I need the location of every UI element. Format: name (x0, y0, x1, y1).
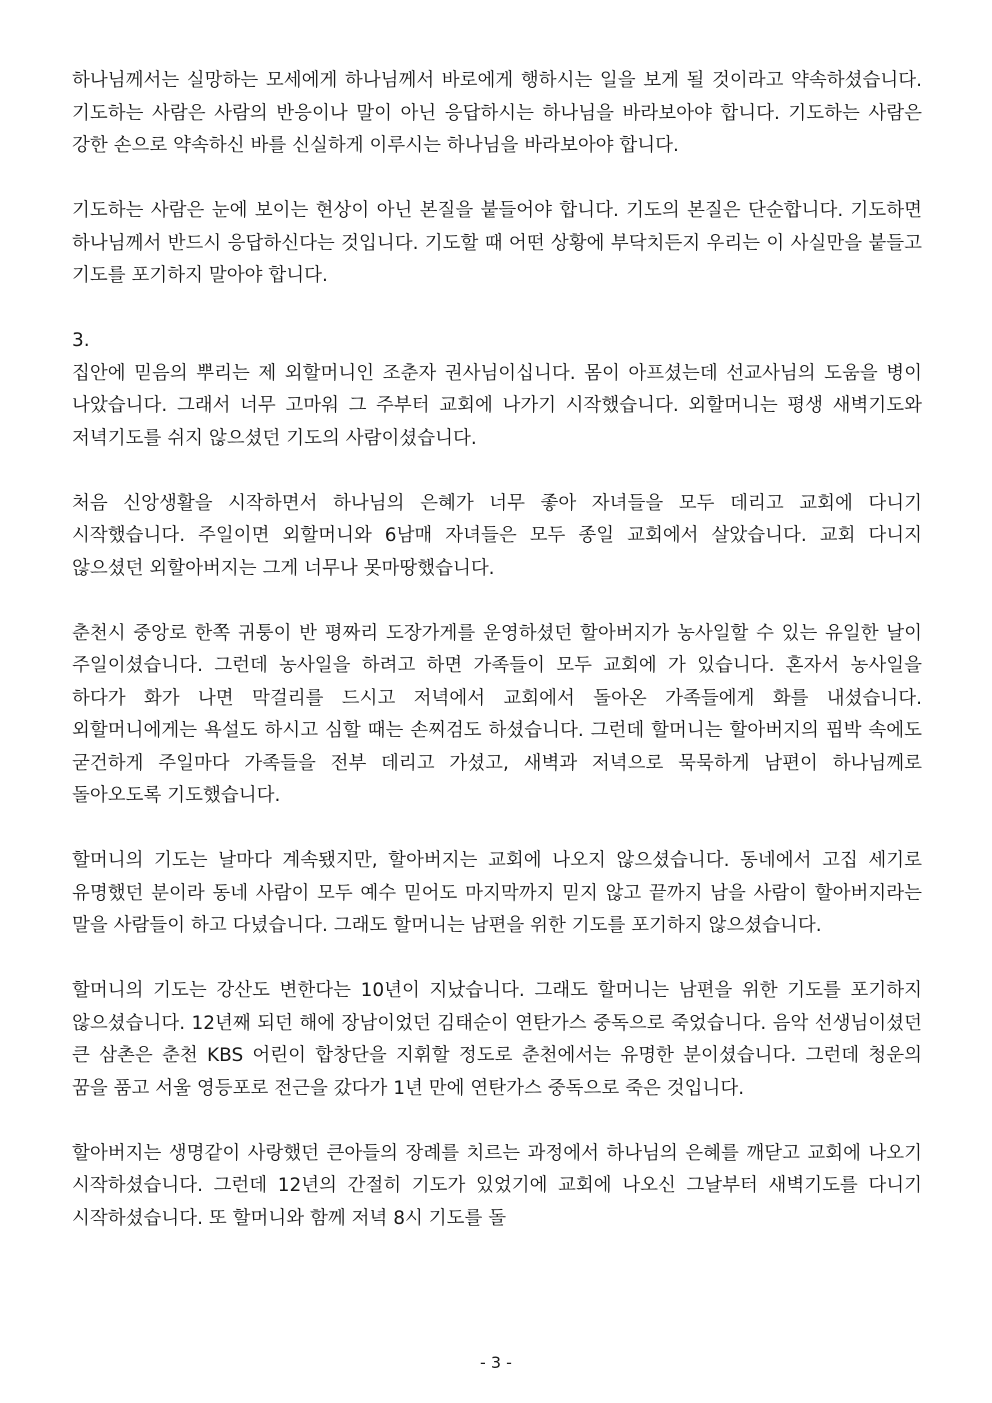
paragraph-spacer (72, 813, 922, 846)
paragraph-2: 기도하는 사람은 눈에 보이는 현상이 아닌 본질을 붙들어야 합니다. 기도의 본질은 단순합니다. 기도하면 하나님께서 반드시 응답하신다는 것입니다. 기도할 때 어떤 상황에 부닥치든지 우리는 이 사실만을 붙들고 기도를 포기하지 말아야 합니다. (72, 200, 922, 286)
paragraph-7: 할머니의 기도는 강산도 변한다는 10년이 지났습니다. 그래도 할머니는 남편을 위한 기도를 포기하지 않으셨습니다. 12년째 되던 해에 장남이었던 김태순이 연탄가스 중독으로 죽었습니다. 음악 선생님이셨던 큰 삼촌은 춘천 KBS 어린이 합창단을 지휘할 정도로 춘천에서는 유명한 분이셨습니다. 그런데 청운의 꿈을 품고 서울 영등포로 전근을 갔다가 1년 만에 연탄가스 중독으로 죽은 것입니다. (72, 980, 922, 1099)
paragraph-spacer (72, 293, 922, 326)
page-number: - 3 - (480, 1353, 512, 1372)
paragraph-8: 할아버지는 생명같이 사랑했던 큰아들의 장례를 치르는 과정에서 하나님의 은혜를 깨닫고 교회에 나오기 시작하셨습니다. 그런데 12년의 간절히 기도가 있었기에 교회에 나오신 그날부터 새벽기도를 다니기 시작하셨습니다. 또 할머니와 함께 저녁 8시 기도를 돌 (72, 1142, 922, 1229)
paragraph-1: 하나님께서는 실망하는 모세에게 하나님께서 바로에게 행하시는 일을 보게 될 것이라고 약속하셨습니다. 기도하는 사람은 사람의 반응이나 말이 아닌 응답하시는 하나님을 바라보아야 합니다. 기도하는 사람은 강한 손으로 약속하신 바를 신실하게 이루시는 하나님을 바라보아야 합니다. (72, 70, 922, 156)
paragraph-spacer (72, 163, 922, 196)
paragraph-spacer (72, 455, 922, 488)
document-body (72, 65, 922, 1235)
paragraph-4: 처음 신앙생활을 시작하면서 하나님의 은혜가 너무 좋아 자녀들을 모두 데리고 교회에 다니기 시작했습니다. 주일이면 외할머니와 6남매 자녀들은 모두 종일 교회에서 살았습니다. 교회 다니지 않으셨던 외할아버지는 그게 너무나 못마땅했습니다. (72, 492, 922, 579)
paragraph-spacer (72, 1105, 922, 1138)
paragraph-spacer (72, 943, 922, 976)
section-number: 3. (72, 330, 90, 351)
paragraph-spacer (72, 585, 922, 618)
paragraph-6: 할머니의 기도는 날마다 계속됐지만, 할아버지는 교회에 나오지 않으셨습니다. 동네에서 고집 세기로 유명했던 분이라 동네 사람이 모두 예수 믿어도 마지막까지 믿지 않고 끝까지 남을 사람이 할아버지라는 말을 사람들이 하고 다녔습니다. 그래도 할머니는 남편을 위한 기도를 포기하지 않으셨습니다. (72, 850, 922, 936)
paragraph-3: 집안에 믿음의 뿌리는 제 외할머니인 조춘자 권사님이십니다. 몸이 아프셨는데 선교사님의 도움을 병이 나았습니다. 그래서 너무 고마워 그 주부터 교회에 나가기 시작했습니다. 외할머니는 평생 새벽기도와 저녁기도를 쉬지 않으셨던 기도의 사람이셨습니다. (72, 362, 922, 449)
paragraph-5: 춘천시 중앙로 한쪽 귀퉁이 반 평짜리 도장가게를 운영하셨던 할아버지가 농사일할 수 있는 유일한 날이 주일이셨습니다. 그런데 농사일을 하려고 하면 가족들이 모두 교회에 가 있습니다. 혼자서 농사일을 하다가 화가 나면 막걸리를 드시고 저녁에서 교회에서 돌아온 가족들에게 화를 내셨습니다. 외할머니에게는 욕설도 하시고 심할 때는 손찌검도 하셨습니다. 그런데 할머니는 할아버지의 핍박 속에도 굳건하게 주일마다 가족들을 전부 데리고 가셨고, 새벽과 저녁으로 묵묵하게 남편이 하나님께로 돌아오도록 기도했습니다. (72, 622, 922, 806)
